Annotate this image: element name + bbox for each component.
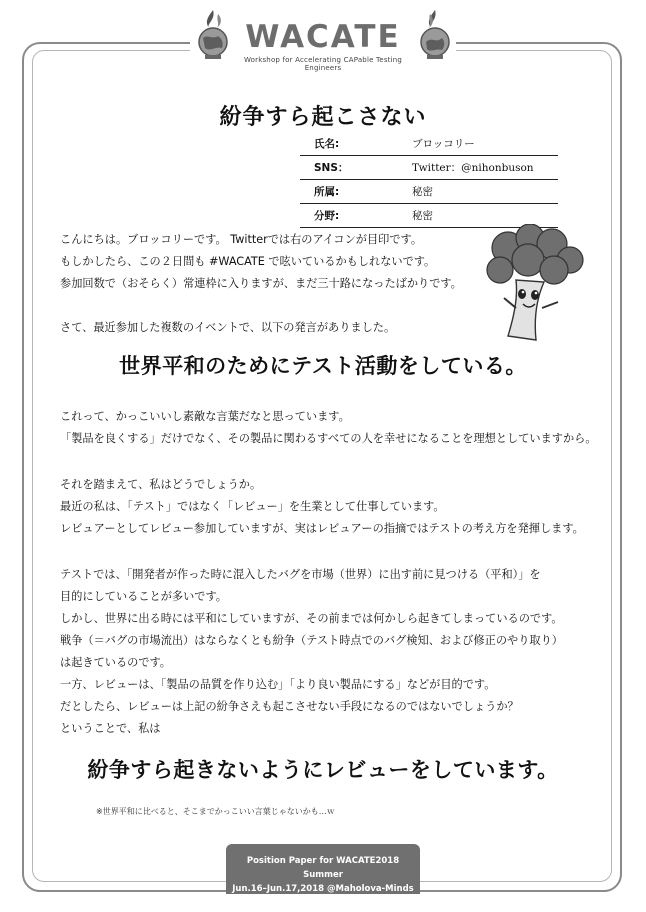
profile-row-sns xyxy=(300,156,558,180)
page-title: 紛争すら起こさない xyxy=(219,105,427,130)
footnote: ※世界平和に比べると、そこまでかっこいい言葉じゃないかも…ｗ xyxy=(96,807,335,816)
text-line: もしかしたら、この２日間も #WACATE で呟いているかもしれないです。 xyxy=(60,255,436,268)
text-line: それを踏まえて、私はどうでしょうか。 xyxy=(60,478,262,491)
profile-key: 分野: xyxy=(300,204,408,228)
footer-line: Position Paper for WACATE2018 Summer xyxy=(246,856,400,880)
profile-value: ブロッコリー xyxy=(408,132,558,156)
footer-badge xyxy=(226,844,420,894)
event-paragraph xyxy=(60,317,590,339)
profile-value: Twitter：@nihonbuson xyxy=(408,156,558,180)
text-line: 一方、レビューは、「製品の品質を作り込む」「より良い製品にする」などが目的です。 xyxy=(60,678,496,691)
text-line: 参加回数で（おそらく）常連枠に入りますが、まだ三十路になったばかりです。 xyxy=(60,277,462,290)
text-line: こんにちは。ブロッコリーです。 Twitterでは右のアイコンが目印です。 xyxy=(60,233,423,246)
profile-table xyxy=(300,132,558,228)
comment-paragraph xyxy=(60,406,597,450)
text-line: ということで、私は xyxy=(60,722,161,735)
globe-flame-icon xyxy=(196,8,230,60)
text-line: レビュアーとしてレビュー参加していますが、実はレビュアーの指摘ではテストの考え方を発揮します。 xyxy=(60,522,584,535)
conclusion-highlight: 紛争すら起きないようにレビューをしています。 xyxy=(87,758,559,782)
profile-value: 秘密 xyxy=(408,180,558,204)
text-line: しかし、世界に出る時には平和にしていますが、その前までは何かしら起きてしまっているのです。 xyxy=(60,612,563,625)
text-line: 「製品を良くする」だけでなく、その製品に関わるすべての人を幸せになることを理想としていますから。 xyxy=(60,432,597,445)
text-line: これって、かっこいいし素敵な言葉だなと思っています。 xyxy=(60,410,350,423)
profile-value: 秘密 xyxy=(408,204,558,228)
argument-paragraph xyxy=(60,564,590,740)
text-line: 目的にしていることが多いです。 xyxy=(60,590,227,603)
profile-key: 氏名: xyxy=(300,132,408,156)
text-line: さて、最近参加した複数のイベントで、以下の発言がありました。 xyxy=(60,321,396,334)
text-line: は起きているのです。 xyxy=(60,656,171,669)
logo-wordmark: WACATE xyxy=(245,19,401,55)
profile-key: 所属: xyxy=(300,180,408,204)
text-line: 最近の私は、「テスト」ではなく「レビュー」を生業として仕事しています。 xyxy=(60,500,445,513)
text-line: だとしたら、レビューは上記の紛争さえも起こさせない手段になるのではないでしょうか？ xyxy=(60,700,519,713)
text-line: テストでは、「開発者が作った時に混入したバグを市場（世界）に出す前に見つける（平和）」を xyxy=(60,568,541,581)
profile-row-affiliation xyxy=(300,180,558,204)
footer-line: Jun.16–Jun.17,2018 @Maholova-Minds xyxy=(232,884,414,894)
logo-subtitle: Workshop for Accelerating CAPable Testing Engineers xyxy=(243,56,403,72)
profile-key: SNS： xyxy=(300,156,408,180)
profile-row-name xyxy=(300,132,558,156)
intro-paragraph xyxy=(60,229,590,295)
globe-flame-icon xyxy=(418,8,452,60)
text-line: 戦争（＝バグの市場流出）はならなくとも紛争（テスト時点でのバグ検知、および修正のやり取り） xyxy=(60,634,563,647)
quote-highlight: 世界平和のためにテスト活動をしている。 xyxy=(119,354,527,378)
self-paragraph xyxy=(60,474,590,540)
